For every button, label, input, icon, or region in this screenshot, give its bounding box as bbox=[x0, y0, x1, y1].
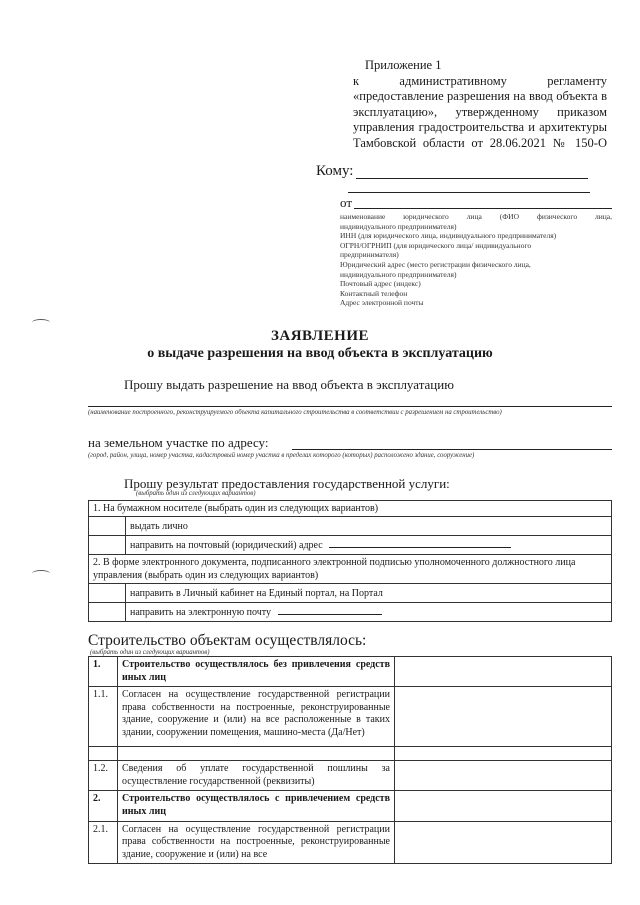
row-4-value[interactable] bbox=[395, 761, 612, 791]
from-label: от bbox=[340, 195, 353, 210]
row-2-num: 1.1. bbox=[89, 687, 118, 747]
email-field[interactable] bbox=[278, 605, 382, 615]
row-1-text: Строительство осуществлялось без привлечения средств иных лиц bbox=[118, 657, 395, 687]
document-title: ЗАЯВЛЕНИЕ bbox=[270, 328, 370, 344]
object-name-line[interactable] bbox=[88, 406, 612, 407]
address-note: (город, район, улица, номер участка, кадастровый номер участка в пределах которого (которых) расположено здание, сооружение) bbox=[88, 452, 475, 459]
appendix-line-5: Тамбовской области от 28.06.2021 № 150-О bbox=[353, 135, 607, 150]
row-3-value[interactable] bbox=[395, 747, 612, 761]
row-3-text bbox=[118, 747, 395, 761]
construction-table bbox=[88, 656, 612, 864]
to-field-line-2[interactable] bbox=[348, 192, 590, 193]
to-field-line[interactable] bbox=[356, 178, 588, 179]
electronic-option-2-checkbox[interactable] bbox=[89, 603, 126, 622]
appendix-block bbox=[353, 58, 607, 152]
from-note-1: наименование юридического лица (ФИО физического лица, bbox=[340, 212, 612, 221]
paper-option-2: направить на почтовый (юридический) адрес bbox=[130, 540, 323, 551]
appendix-line-1: к административному регламенту bbox=[353, 73, 607, 88]
paper-option-2-cell bbox=[126, 536, 612, 555]
electronic-header: 2. В форме электронного документа, подписанного электронной подписью уполномоченного должностного лица управления (выбрать один из следующих вариантов) bbox=[89, 555, 612, 584]
from-note-6: Юридический адрес (место регистрации физического лица, bbox=[340, 259, 531, 269]
paper-option-1: выдать лично bbox=[126, 517, 612, 536]
request-text: Прошу выдать разрешение на ввод объекта в эксплуатацию bbox=[124, 377, 454, 392]
electronic-option-1: направить в Личный кабинет на Единый портал, на Портал bbox=[126, 584, 612, 603]
result-label: Прошу результат предоставления государственной услуги: bbox=[124, 476, 450, 491]
row-6-text: Согласен на осуществление государственной регистрации права собственности на построенные, реконструированные здание, сооружение и (или) на все bbox=[118, 821, 395, 864]
object-note: (наименование построенного, реконструируемого объекта капитального строительства в соответствии с разрешением на строительство) bbox=[88, 409, 502, 416]
paper-header: 1. На бумажном носителе (выбрать один из следующих вариантов) bbox=[89, 501, 612, 517]
row-4-text: Сведения об уплате государственной пошлины за осуществление государственной (реквизиты) bbox=[118, 761, 395, 791]
address-line[interactable] bbox=[292, 449, 612, 450]
row-4-num: 1.2. bbox=[89, 761, 118, 791]
from-note-2: индивидуального предпринимателя) bbox=[340, 221, 457, 231]
from-note-4: ОГРН/ОГРНИП (для юридического лица/ индивидуального bbox=[340, 240, 532, 250]
from-note-7: индивидуального предпринимателя) bbox=[340, 269, 457, 279]
from-note-5: предпринимателя) bbox=[340, 250, 399, 260]
result-note: (выбрать один из следующих вариантов) bbox=[136, 490, 256, 497]
row-1-num: 1. bbox=[89, 657, 118, 687]
electronic-option-2-cell bbox=[126, 603, 612, 622]
appendix-line-2: «предоставление разрешения на ввод объекта в bbox=[353, 89, 607, 104]
from-note-10: Адрес электронной почты bbox=[340, 298, 424, 308]
from-note-3: ИНН (для юридического лица, индивидуального предпринимателя) bbox=[340, 231, 557, 241]
row-6-num: 2.1. bbox=[89, 821, 118, 864]
construction-note: (выбрать один из следующих вариантов) bbox=[90, 649, 210, 656]
paper-option-2-checkbox[interactable] bbox=[89, 536, 126, 555]
appendix-title: Приложение 1 bbox=[365, 58, 442, 72]
row-5-value[interactable] bbox=[395, 791, 612, 821]
result-table bbox=[88, 500, 612, 622]
from-field-line[interactable] bbox=[354, 208, 612, 209]
scan-mark-1 bbox=[32, 319, 50, 326]
row-5-text: Строительство осуществлялось с привлечением средств иных лиц bbox=[118, 791, 395, 821]
row-2-text: Согласен на осуществление государственной регистрации права собственности на построенные, реконструированные здание, сооружение и (или) на все расположенные в таких здании, сооружении помещения, машино-места (Да/Нет) bbox=[118, 687, 395, 747]
row-6-value[interactable] bbox=[395, 821, 612, 864]
row-2-value[interactable] bbox=[395, 687, 612, 747]
construction-label: Строительство объектам осуществлялось: bbox=[88, 632, 367, 649]
to-label: Кому: bbox=[316, 163, 354, 179]
from-notes bbox=[340, 212, 612, 308]
row-5-num: 2. bbox=[89, 791, 118, 821]
postal-address-field[interactable] bbox=[329, 538, 511, 548]
appendix-line-3: эксплуатацию», утвержденному приказом bbox=[353, 104, 607, 119]
document-subtitle: о выдаче разрешения на ввод объекта в эксплуатацию bbox=[147, 346, 493, 361]
scan-mark-2 bbox=[32, 570, 50, 577]
address-label: на земельном участке по адресу: bbox=[88, 435, 269, 450]
paper-option-1-checkbox[interactable] bbox=[89, 517, 126, 536]
from-note-8: Почтовый адрес (индекс) bbox=[340, 279, 421, 289]
appendix-line-4: управления градостроительства и архитектуры bbox=[353, 120, 607, 135]
row-3-num bbox=[89, 747, 118, 761]
electronic-option-1-checkbox[interactable] bbox=[89, 584, 126, 603]
row-1-value[interactable] bbox=[395, 657, 612, 687]
electronic-option-2: направить на электронную почту bbox=[130, 607, 272, 618]
from-note-9: Контактный телефон bbox=[340, 288, 408, 298]
